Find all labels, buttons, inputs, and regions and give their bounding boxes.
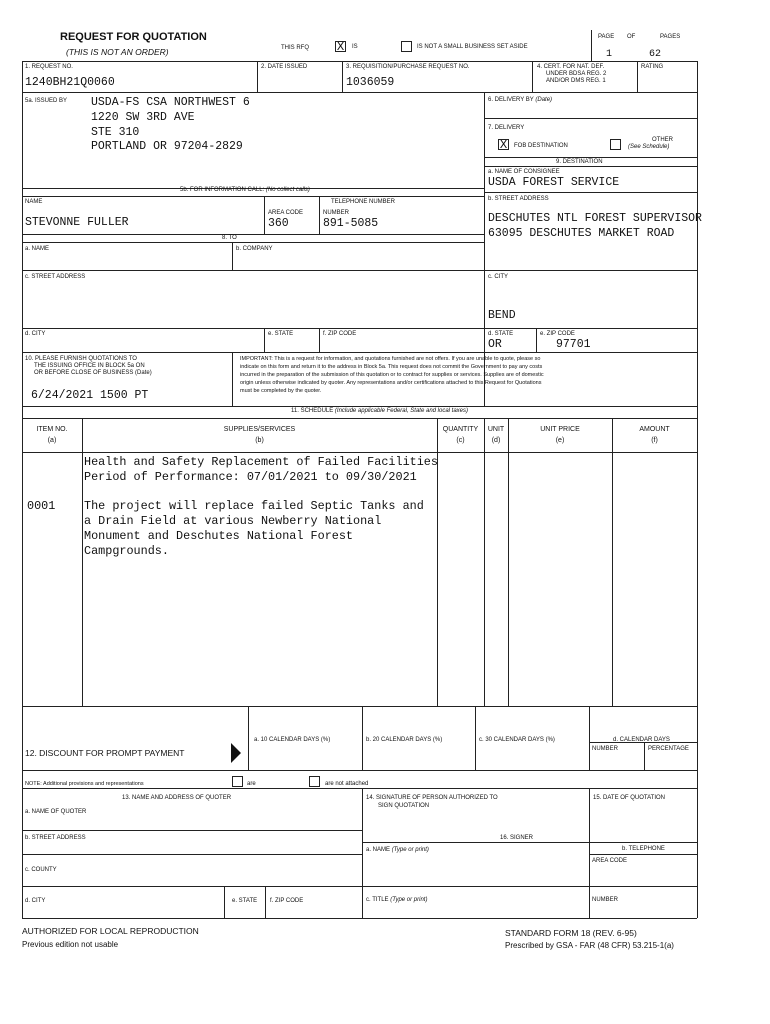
dest-street-line2: 63095 DESCHUTES MARKET ROAD [488,227,675,240]
discount-20-days: b. 20 CALENDAR DAYS (%) [366,737,443,743]
to-state-label: e. STATE [268,331,294,337]
cert-line2: UNDER BDSA REG. 2 [546,71,607,77]
cert-line1: 4. CERT. FOR NAT. DEF. [537,64,605,70]
fob-destination-label: FOB DESTINATION [514,143,568,149]
other-delivery-checkbox[interactable] [610,139,621,150]
important-line5: must be completed by the quoter. [240,388,322,394]
quoter-heading: 13. NAME AND ADDRESS OF QUOTER [122,795,232,801]
page-number: 1 [606,49,613,60]
quoter-zip-label: f. ZIP CODE [270,898,304,904]
are-not-attached-checkbox[interactable] [309,776,320,787]
issued-by-line2: 1220 SW 3RD AVE [91,111,195,124]
col-qty-sub: (c) [456,437,465,444]
footer-prescribed-by: Prescribed by GSA - FAR (48 CFR) 53.215-1(a) [505,941,674,950]
signer-name [366,847,429,853]
delivery-label: 7. DELIVERY [488,125,525,131]
form-subtitle: (THIS IS NOT AN ORDER) [66,47,169,57]
item-desc-line3: Monument and Deschutes National Forest [84,529,354,543]
quoter-county-label: c. COUNTY [25,867,57,873]
dest-zip-value: 97701 [556,338,591,351]
quote-deadline-line2: THE ISSUING OFFICE IN BLOCK 5a ON [34,363,145,369]
is-label: IS [352,44,358,50]
issued-by-line1: USDA-FS CSA NORTHWEST 6 [91,96,250,109]
schedule-label: 11. SCHEDULE [291,408,334,414]
col-item-sub: (a) [47,437,57,444]
contact-name: STEVONNE FULLER [25,216,129,229]
total-pages: 62 [649,49,662,60]
to-zip-label: f. ZIP CODE [323,331,357,337]
issued-by-line4: PORTLAND OR 97204-2829 [91,140,243,153]
important-line3: incurred in the preparation of the submission of this quotation or to contract for supplies or services. Supplies are of domestic [240,372,544,378]
footer-standard-form: STANDARD FORM 18 (REV. 6-95) [505,928,637,938]
item-desc-line1: The project will replace failed Septic Tanks and [84,499,424,513]
signature-label-line1: 14. SIGNATURE OF PERSON AUTHORIZED TO [366,795,498,801]
discount-number-label: NUMBER [592,746,619,752]
col-price-header: UNIT PRICE [540,426,580,433]
dest-street-line1: DESCHUTES NTL FOREST SUPERVISOR [488,212,702,225]
other-note: (See Schedule) [628,144,670,150]
quoter-city-label: d. CITY [25,898,46,904]
col-price-sub: (e) [555,437,565,444]
dest-city-label: c. CITY [488,274,509,280]
consignee-value: USDA FOREST SERVICE [488,176,620,189]
schedule-heading [291,408,468,414]
footer-reproduction: AUTHORIZED FOR LOCAL REPRODUCTION [22,926,199,936]
signer-title-note: (Type or print) [390,897,428,903]
quoter-street-label: b. STREET ADDRESS [25,835,86,841]
date-issued-label: 2. DATE ISSUED [261,64,308,70]
important-line1: IMPORTANT: This is a request for information, and quotations furnished are not offers. If you are unable to quote, please so [240,356,541,362]
col-unit-sub: (d) [491,437,501,444]
delivery-by [488,97,552,103]
are-not-label: are not attached [325,781,369,787]
info-call-heading [180,187,310,193]
dest-city-value: BEND [488,309,516,322]
issued-by-label: 5a. ISSUED BY [25,98,68,104]
col-supplies-sub: (b) [255,437,264,444]
signer-name-note: (Type or print) [391,847,429,853]
col-item-header: ITEM NO. [36,426,68,433]
page-label: PAGE [598,34,615,40]
rating-label: RATING [641,64,664,70]
pages-label: PAGES [660,34,681,40]
schedule-note: (Include applicable Federal, State and local taxes) [334,408,468,414]
is-small-business-checkbox[interactable]: X [336,40,345,53]
footer-previous-edition: Previous edition not usable [22,940,119,949]
cert-line3: AND/OR DMS REG. 1 [546,78,606,84]
area-code-value: 360 [268,217,289,230]
col-amount-sub: (f) [651,437,658,444]
note-text: NOTE: Additional provisions and representations [25,781,144,787]
discount-percentage-label: PERCENTAGE [648,746,689,752]
schedule-desc-line2: Period of Performance: 07/01/2021 to 09/30/2021 [84,470,417,484]
signature-label-line2: SIGN QUOTATION [378,803,430,809]
fob-destination-checkbox[interactable]: X [499,138,508,151]
dest-state-label: d. STATE [488,331,514,337]
quote-deadline-value: 6/24/2021 1500 PT [31,389,149,402]
of-label: OF [627,34,636,40]
to-street-label: c. STREET ADDRESS [25,274,86,280]
col-qty-header: QUANTITY [442,426,479,433]
discount-10-days: a. 10 CALENDAR DAYS (%) [254,737,331,743]
delivery-by-label: 6. DELIVERY BY [488,97,534,103]
signer-telephone-label: b. TELEPHONE [622,846,665,852]
signer-number-label: NUMBER [592,897,619,903]
is-not-label: IS NOT A SMALL BUSINESS SET ASIDE [417,44,528,50]
destination-label: 9. DESTINATION [556,159,603,165]
number-label: NUMBER [323,210,350,216]
to-city-label: d. CITY [25,331,46,337]
dest-street-label: b. STREET ADDRESS [488,196,549,202]
area-code-label: AREA CODE [268,210,304,216]
col-amount-header: AMOUNT [639,426,670,433]
signer-title [366,897,427,903]
requisition-value[interactable]: 1036059 [346,76,395,89]
signer-area-code-label: AREA CODE [592,858,628,864]
request-no-value[interactable]: 1240BH21Q0060 [25,76,115,89]
quoter-state-label: e. STATE [232,898,258,904]
item-desc-line2: a Drain Field at various Newberry National [84,514,382,528]
info-call-label: 5b. FOR INFORMATION CALL: [180,187,265,193]
request-no-label: 1. REQUEST NO. [25,64,73,70]
form-title: REQUEST FOR QUOTATION [60,31,207,43]
telephone-label: TELEPHONE NUMBER [331,199,396,205]
discount-arrow-icon [230,742,242,764]
discount-30-days: c. 30 CALENDAR DAYS (%) [479,737,555,743]
date-of-quotation-label: 15. DATE OF QUOTATION [593,795,666,801]
are-label: are [247,781,256,787]
schedule-desc-line1: Health and Safety Replacement of Failed Facilities [84,455,438,469]
signer-title-label: c. TITLE [366,897,389,903]
item-number: 0001 [27,499,56,513]
discount-calendar-days: d. CALENDAR DAYS [613,737,670,743]
to-company-label: b. COMPANY [236,246,273,252]
dest-state-value: OR [488,338,502,351]
item-desc-line4: Campgrounds. [84,544,169,558]
col-unit-header: UNIT [487,426,505,433]
phone-number-value: 891-5085 [323,217,379,230]
consignee-label: a. NAME OF CONSIGNEE [488,169,560,175]
quoter-name-label: a. NAME OF QUOTER [25,809,87,815]
important-line2: indicate on this form and return it to the address in Block 5a. This request does not commit the Government to pay any costs [240,364,543,370]
quote-deadline-line1: 10. PLEASE FURNISH QUOTATIONS TO [25,356,137,362]
issued-by-line3: STE 310 [91,126,140,139]
dest-zip-label: e. ZIP CODE [540,331,575,337]
other-label: OTHER [652,137,673,143]
contact-name-label: NAME [25,199,43,205]
this-rfq-label: THIS RFQ [281,45,309,51]
to-label: 8. TO [222,235,237,241]
signer-heading: 16. SIGNER [500,835,534,841]
col-supplies-header: SUPPLIES/SERVICES [223,426,296,433]
info-call-note: (No collect calls) [265,187,310,193]
requisition-label: 3. REQUISITION/PURCHASE REQUEST NO. [346,64,470,70]
important-line4: origin unless otherwise indicated by quoter. Any representations and/or certifications attached to this Request for Quotations [240,380,542,386]
are-attached-checkbox[interactable] [232,776,243,787]
signer-name-label: a. NAME [366,847,391,853]
delivery-by-note: (Date) [535,97,553,103]
to-name-label: a. NAME [25,246,50,252]
quote-deadline-line3: OR BEFORE CLOSE OF BUSINESS (Date) [34,370,152,376]
is-not-small-business-checkbox[interactable] [401,41,412,52]
discount-label: 12. DISCOUNT FOR PROMPT PAYMENT [25,748,185,758]
